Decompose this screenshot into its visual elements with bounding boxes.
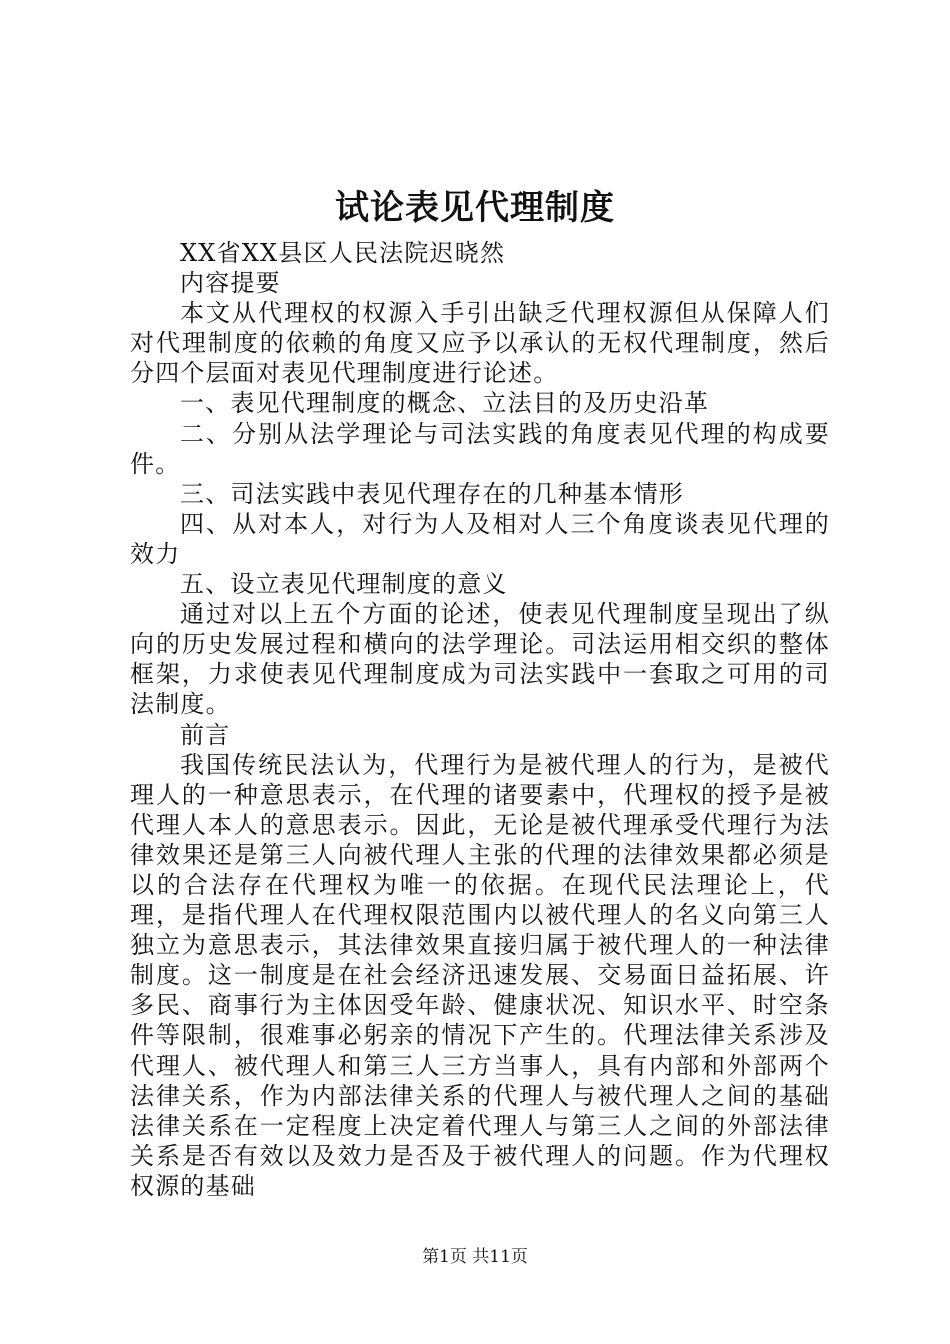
document-title: 试论表见代理制度 — [335, 188, 615, 228]
abstract-heading: 内容提要 — [180, 269, 281, 298]
author-line: XX省XX县区人民法院迟晓然 — [180, 239, 506, 267]
page-footer: 第1页 共11页 — [422, 1247, 528, 1267]
abstract-paragraph: 本文从代理权的权源入手引出缺乏代理权源但从保障人们对代理制度的依赖的角度又应予以承认的无权代理制度，然后分四个层面对表见代理制度进行论述。 — [130, 299, 830, 388]
outline-item-4: 四、从对本人，对行为人及相对人三个角度谈表见代理的效力 — [130, 509, 830, 568]
abstract-summary-paragraph: 通过对以上五个方面的论述，使表见代理制度呈现出了纵向的历史发展过程和横向的法学理论。司法运用相交织的整体框架，力求使表见代理制度成为司法实践中一套取之可用的司法制度。 — [130, 600, 830, 719]
outline-item-3: 三、司法实践中表见代理存在的几种基本情形 — [180, 479, 684, 508]
preface-paragraph: 我国传统民法认为，代理行为是被代理人的行为，是被代理人的一种意思表示，在代理的诸要素中，代理权的授予是被代理人本人的意思表示。因此，无论是被代理承受代理行为法律效果还是第三人向被代理人主张的代理的法律效果都必须是以的合法存在代理权为唯一的依据。在现代民法理论上，代理，是指代理人在代理权限范围内以被代理人的名义向第三人独立为意思表示，其法律效果直接归属于被代理人的一种法律制度。这一制度是在社会经济迅速发展、交易面日益拓展、许多民、商事行为主体因受年龄、健康状况、知识水平、时空条件等限制，很难事必躬亲的情况下产生的。代理法律关系涉及代理人、被代理人和第三人三方当事人，具有内部和外部两个法律关系，作为内部法律关系的代理人与被代理人之间的基础法律关系在一定程度上决定着代理人与第三人之间的外部法律关系是否有效以及效力是否及于被代理人的问题。作为代理权权源的基础 — [130, 750, 830, 1200]
outline-item-1: 一、表见代理制度的概念、立法目的及历史沿革 — [180, 389, 710, 418]
outline-item-5: 五、设立表见代理制度的意义 — [180, 570, 508, 599]
preface-heading: 前言 — [180, 720, 231, 749]
outline-item-2: 二、分别从法学理论与司法实践的角度表见代理的构成要件。 — [130, 419, 830, 478]
document-body — [130, 238, 830, 1201]
